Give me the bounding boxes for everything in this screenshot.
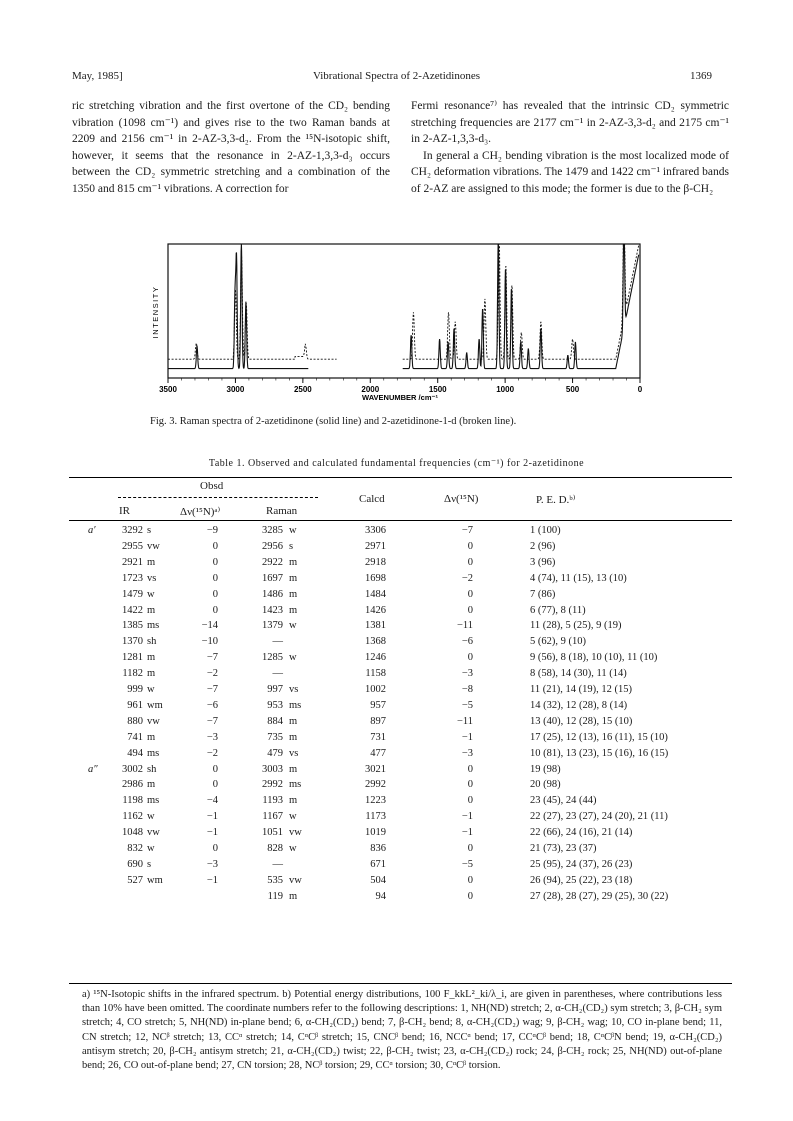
cell-ir: 3292	[122, 525, 143, 536]
cell-calc: 504	[370, 874, 386, 886]
cell-ir: 1182	[122, 668, 143, 680]
cell-calc: 1019	[365, 827, 386, 839]
cell-d: −7	[206, 652, 218, 664]
cell-calc: 477	[370, 747, 386, 759]
cell-d: −1	[206, 811, 218, 823]
table-header-rule	[69, 520, 732, 521]
cell-ir-i: ms	[147, 620, 160, 632]
cell-d: 0	[212, 763, 218, 775]
cell-ra-i: w	[289, 811, 297, 823]
cell-ped: 11 (28), 5 (25), 9 (19)	[530, 620, 622, 632]
cell-ir: 1479	[122, 588, 143, 600]
table-title: Table 1. Observed and calculated fundamental frequencies (cm⁻¹) for 2-azetidinone	[208, 458, 585, 469]
cell-calc: 2918	[365, 556, 386, 568]
cell-ped: 9 (56), 8 (18), 10 (10), 11 (10)	[530, 652, 658, 664]
cell-calc: 3021	[365, 763, 386, 775]
page-number: 1369	[690, 70, 712, 82]
x-tick-label: 2500	[293, 385, 312, 394]
cell-ra: 3003	[262, 763, 283, 775]
body-paragraph: In general a CH₂ bending vibration is the most localized mode of CH₂ deformation vibrations. The 1479 and 1422 cm⁻¹ infrared bands of 2-AZ are assigned to this mode; the former is due to the β-CH₂	[411, 149, 729, 195]
cell-ped: 17 (25), 12 (13), 16 (11), 15 (10)	[530, 731, 668, 743]
x-axis-label: WAVENUMBER /cm⁻¹	[362, 393, 438, 402]
x-tick-label: 500	[565, 385, 580, 394]
cell-dc: 0	[467, 763, 473, 775]
cell-ir: 1162	[122, 811, 143, 823]
cell-ra-i: ms	[289, 699, 302, 711]
cell-ir-i: ms	[147, 747, 160, 759]
cell-d: −6	[206, 699, 218, 711]
cell-ra: 1051	[262, 827, 283, 839]
cell-d: −2	[206, 747, 218, 759]
cell-ped: 13 (40), 12 (28), 15 (10)	[530, 715, 633, 727]
cell-ir-i: w	[147, 588, 155, 600]
cell-ir-i: s	[147, 858, 152, 870]
cell-ra: 2956	[262, 540, 283, 552]
cell-calc: 731	[370, 731, 386, 743]
cell-ir: 880	[127, 715, 143, 727]
cell-ra-i: vs	[289, 747, 299, 759]
cell-d: −10	[201, 636, 218, 648]
cell-ra: 1423	[262, 604, 283, 616]
cell-ir: 1385	[122, 620, 143, 632]
cell-ir-i: w	[147, 811, 155, 823]
cell-ped: 22 (66), 24 (16), 21 (14)	[530, 827, 633, 839]
cell-d: 0	[212, 604, 218, 616]
cell-sym: a′	[88, 525, 96, 536]
cell-ped: 20 (98)	[530, 779, 561, 791]
header-calcd: Calcd	[359, 493, 385, 505]
cell-ra-i: m	[289, 572, 298, 584]
cell-d: 0	[212, 556, 218, 568]
spectrum-line-2-azetidinone-1-d	[168, 244, 639, 359]
cell-ra: 953	[267, 699, 283, 711]
cell-ra: 3285	[262, 525, 283, 536]
cell-ir-i: wm	[147, 699, 163, 711]
cell-dc: −2	[461, 572, 473, 584]
table-top-rule	[69, 477, 732, 478]
cell-d: −4	[206, 795, 218, 807]
cell-d: 0	[212, 843, 218, 854]
cell-ra-i: m	[289, 731, 298, 743]
cell-calc: 1368	[365, 636, 386, 648]
cell-ra-i: m	[289, 556, 298, 568]
cell-ir: 741	[127, 731, 143, 743]
cell-calc: 2992	[365, 779, 386, 791]
cell-d: −14	[201, 620, 218, 632]
cell-ir: 2986	[122, 779, 143, 791]
cell-ir-i: w	[147, 843, 155, 854]
cell-ped: 4 (74), 11 (15), 13 (10)	[530, 572, 627, 584]
cell-ir-i: sh	[147, 636, 157, 648]
cell-dc: −5	[461, 699, 473, 711]
cell-ra: 997	[267, 684, 283, 695]
cell-dc: 0	[467, 843, 473, 854]
cell-ra-i: s	[289, 540, 294, 552]
cell-calc: 1158	[365, 668, 386, 680]
cell-ra: 2992	[262, 779, 283, 791]
cell-calc: 897	[370, 715, 386, 727]
cell-ra: 535	[267, 874, 283, 886]
cell-ra: 828	[267, 843, 283, 854]
cell-ir: 1281	[122, 652, 143, 664]
cell-dc: 0	[467, 795, 473, 807]
cell-dc: −8	[461, 684, 473, 695]
cell-ir: 494	[127, 747, 143, 759]
cell-calc: 1223	[365, 795, 386, 807]
cell-ped: 10 (81), 13 (23), 15 (16), 16 (15)	[530, 747, 669, 759]
cell-ped: 23 (45), 24 (44)	[530, 795, 597, 807]
cell-ir-i: m	[147, 779, 156, 791]
body-paragraph: ric stretching vibration and the first overtone of the CD₂ bending vibration (1098 cm⁻¹) and gives rise to the two Raman bands at 2209 and 2156 cm⁻¹ in 2-AZ-3,3-d₂. From the ¹⁵N-isotopic shift, however, it seems that the resonance in 2-AZ-1,3,3-d₃ occurs between the CD₂ symmetric stretching and a combination of the 1350 and 815 cm⁻¹ vibrations. A correction for	[72, 100, 390, 195]
cell-ra-i: vs	[289, 684, 299, 695]
cell-dc: −6	[461, 636, 473, 648]
cell-ra-i: m	[289, 890, 298, 902]
cell-calc: 1173	[365, 811, 386, 823]
cell-d: 0	[212, 588, 218, 600]
cell-ped: 25 (95), 24 (37), 26 (23)	[530, 858, 633, 870]
table-bottom-rule	[69, 983, 732, 984]
cell-ir-i: m	[147, 652, 156, 664]
header-shift-obs: Δν(¹⁵N)ᵃ⁾	[180, 506, 221, 518]
cell-ir-i: m	[147, 668, 156, 680]
cell-ra-i: m	[289, 588, 298, 600]
cell-dc: 0	[467, 604, 473, 616]
cell-ra-i: w	[289, 843, 297, 854]
cell-ra: 2922	[262, 556, 283, 568]
cell-dc: −11	[456, 715, 473, 727]
cell-ra-i: w	[289, 620, 297, 632]
cell-d: 0	[212, 572, 218, 584]
cell-dc: −1	[461, 731, 473, 743]
cell-d: −1	[206, 874, 218, 886]
cell-ra-i: w	[289, 525, 297, 536]
cell-d: −9	[206, 525, 218, 536]
cell-ped: 8 (58), 14 (30), 11 (14)	[530, 668, 627, 680]
cell-ir: 1370	[122, 636, 143, 648]
cell-ra: 119	[267, 890, 283, 902]
cell-ra-i: ms	[289, 779, 302, 791]
cell-ped: 5 (62), 9 (10)	[530, 636, 586, 648]
running-header-title: Vibrational Spectra of 2-Azetidinones	[312, 70, 481, 82]
cell-ra: 1167	[262, 811, 283, 823]
cell-ra-i: m	[289, 795, 298, 807]
cell-ra: —	[272, 858, 283, 870]
cell-d: 0	[212, 779, 218, 791]
raman-spectrum-figure	[0, 0, 793, 420]
cell-ir: 1422	[122, 604, 143, 616]
cell-ir: 1723	[122, 572, 143, 584]
x-tick-label: 1500	[428, 385, 447, 394]
cell-calc: 1002	[365, 684, 386, 695]
x-tick-label: 3000	[226, 385, 245, 394]
cell-ped: 2 (96)	[530, 540, 556, 552]
cell-ir: 527	[127, 874, 143, 886]
cell-ra: 1486	[262, 588, 283, 600]
cell-ir-i: vw	[147, 540, 160, 552]
cell-ir: 690	[127, 858, 143, 870]
cell-d: −3	[206, 731, 218, 743]
cell-calc: 1246	[365, 652, 386, 664]
cell-calc: 671	[370, 858, 386, 870]
cell-ra: 1379	[262, 620, 283, 632]
cell-ir: 999	[127, 684, 143, 695]
cell-ped: 27 (28), 28 (27), 29 (25), 30 (22)	[530, 890, 669, 902]
cell-dc: 0	[467, 652, 473, 664]
cell-ped: 22 (27), 23 (27), 24 (20), 21 (11)	[530, 811, 668, 823]
cell-ra-i: vw	[289, 874, 302, 886]
cell-ir: 3002	[122, 763, 143, 775]
cell-ir: 2955	[122, 540, 143, 552]
figure-caption: Fig. 3. Raman spectra of 2-azetidinone (solid line) and 2-azetidinone-1-d (broken line).	[150, 416, 517, 427]
cell-ra: 1285	[262, 652, 283, 664]
spectrum-line-2-azetidinone	[168, 244, 639, 369]
x-tick-label: 1000	[496, 385, 515, 394]
cell-d: 0	[212, 540, 218, 552]
x-tick-label: 2000	[361, 385, 380, 394]
header-obsd: Obsd	[200, 480, 224, 492]
spectrum-plot	[159, 244, 643, 394]
cell-calc: 1426	[365, 604, 386, 616]
cell-dc: −1	[461, 811, 473, 823]
header-raman: Raman	[266, 505, 298, 517]
cell-dc: −3	[461, 668, 473, 680]
cell-ra: 1697	[262, 572, 283, 584]
cell-ra: —	[272, 636, 283, 648]
header-ir: IR	[119, 505, 130, 517]
header-obsd-rule	[118, 497, 318, 498]
cell-ir: 832	[127, 843, 143, 854]
cell-ir-i: wm	[147, 874, 163, 886]
cell-ra-i: m	[289, 604, 298, 616]
cell-ir-i: sh	[147, 763, 157, 775]
x-tick-label: 0	[637, 385, 643, 394]
cell-ped: 6 (77), 8 (11)	[530, 604, 586, 616]
cell-d: −7	[206, 715, 218, 727]
cell-ir-i: vs	[147, 572, 157, 584]
cell-calc: 94	[375, 890, 386, 902]
cell-ra: 1193	[262, 795, 283, 807]
cell-dc: −7	[461, 525, 473, 536]
body-paragraph: Fermi resonance⁷⁾ has revealed that the intrinsic CD₂ symmetric stretching frequencies are 2177 cm⁻¹ in 2-AZ-3,3-d₂ and 2175 cm⁻¹ in 2-AZ-1,3,3-d₃.	[411, 100, 729, 146]
cell-ped: 14 (32), 12 (28), 8 (14)	[530, 699, 628, 711]
cell-ra-i: vw	[289, 827, 302, 839]
cell-dc: 0	[467, 556, 473, 568]
cell-dc: −11	[456, 620, 473, 632]
cell-dc: −5	[461, 858, 473, 870]
cell-ir-i: ms	[147, 795, 160, 807]
cell-ir-i: vw	[147, 715, 160, 727]
cell-d: −2	[206, 668, 218, 680]
cell-calc: 957	[370, 699, 386, 711]
cell-ra: 884	[267, 715, 283, 727]
cell-ra: —	[272, 668, 283, 680]
cell-dc: 0	[467, 874, 473, 886]
cell-ir: 2921	[122, 556, 143, 568]
footnote-text: a) ¹⁵N-Isotopic shifts in the infrared spectrum. b) Potential energy distributions, 100 F_kkL²_ki/λ_i, are given in parentheses, where contributions less than 10% have been omitted. The coordinate numbers refer to the following descriptions: 1, NH(ND) stretch; 2, α-CH₂(CD₂) sym stretch; 3, β-CH₂ sym stretch; 4, CO stretch; 5, NH(ND) in-plane bend; 6, α-CH₂(CD₂) bend; 7, β-CH₂ bend; 8, α-CH₂(CD₂) wag; 9, β-CH₂ wag; 10, CO in-plane bend; 11, CN stretch; 12, NCᵝ stretch; 13, CCᵅ stretch; 14, CᵅCᵝ stretch; 15, CNCᵝ bend; 16, NCCᵅ bend; 17, CCᵅCᵝ bend; 18, CᵅCᵝN bend; 19, α-CH₂(CD₂) antisym stretch; 20, β-CH₂ antisym stretch; 21, α-CH₂(CD₂) twist; 22, β-CH₂ twist; 23, α-CH₂(CD₂) rock; 24, β-CH₂ rock; 25, NH(ND) out-of-plane bend; 26, CO out-of-plane bend; 27, CN torsion; 28, NCᵝ torsion; 29, CCᵅ torsion; 30, CᵅCᵝ torsion.	[82, 989, 722, 1072]
cell-ir: 961	[127, 699, 143, 711]
cell-calc: 1698	[365, 572, 386, 584]
cell-dc: 0	[467, 890, 473, 902]
cell-calc: 1381	[365, 620, 386, 632]
cell-d: −7	[206, 684, 218, 695]
cell-d: −1	[206, 827, 218, 839]
running-header-date: May, 1985]	[72, 70, 123, 82]
cell-ped: 21 (73), 23 (37)	[530, 843, 597, 854]
cell-ped: 3 (96)	[530, 556, 556, 568]
cell-ped: 7 (86)	[530, 588, 556, 600]
cell-dc: 0	[467, 540, 473, 552]
cell-ir-i: vw	[147, 827, 160, 839]
header-ped: P. E. D.ᵇ⁾	[536, 494, 576, 506]
cell-sym: a″	[88, 763, 98, 775]
cell-ped: 19 (98)	[530, 763, 561, 775]
cell-ra-i: m	[289, 763, 298, 775]
cell-d: −3	[206, 858, 218, 870]
cell-calc: 3306	[365, 525, 386, 536]
cell-dc: −1	[461, 827, 473, 839]
cell-ped: 26 (94), 25 (22), 23 (18)	[530, 874, 633, 886]
cell-ir: 1198	[122, 795, 143, 807]
x-tick-label: 3500	[159, 385, 177, 394]
cell-dc: −3	[461, 747, 473, 759]
cell-ra: 735	[267, 731, 283, 743]
cell-dc: 0	[467, 779, 473, 791]
cell-ir-i: m	[147, 731, 156, 743]
y-axis-label: INTENSITY	[151, 285, 160, 339]
cell-calc: 2971	[365, 540, 386, 552]
cell-calc: 1484	[365, 588, 386, 600]
cell-ir: 1048	[122, 827, 143, 839]
header-shift-calc: Δν(¹⁵N)	[444, 493, 479, 505]
cell-calc: 836	[370, 843, 386, 854]
table-footnote	[82, 988, 722, 1073]
cell-ped: 11 (21), 14 (19), 12 (15)	[530, 684, 632, 695]
cell-ra: 479	[267, 747, 283, 759]
cell-ped: 1 (100)	[530, 525, 561, 536]
cell-ir-i: m	[147, 604, 156, 616]
cell-ir-i: w	[147, 684, 155, 695]
cell-ir-i: s	[147, 525, 152, 536]
cell-ra-i: m	[289, 715, 298, 727]
cell-dc: 0	[467, 588, 473, 600]
cell-ra-i: w	[289, 652, 297, 664]
cell-ir-i: m	[147, 556, 156, 568]
